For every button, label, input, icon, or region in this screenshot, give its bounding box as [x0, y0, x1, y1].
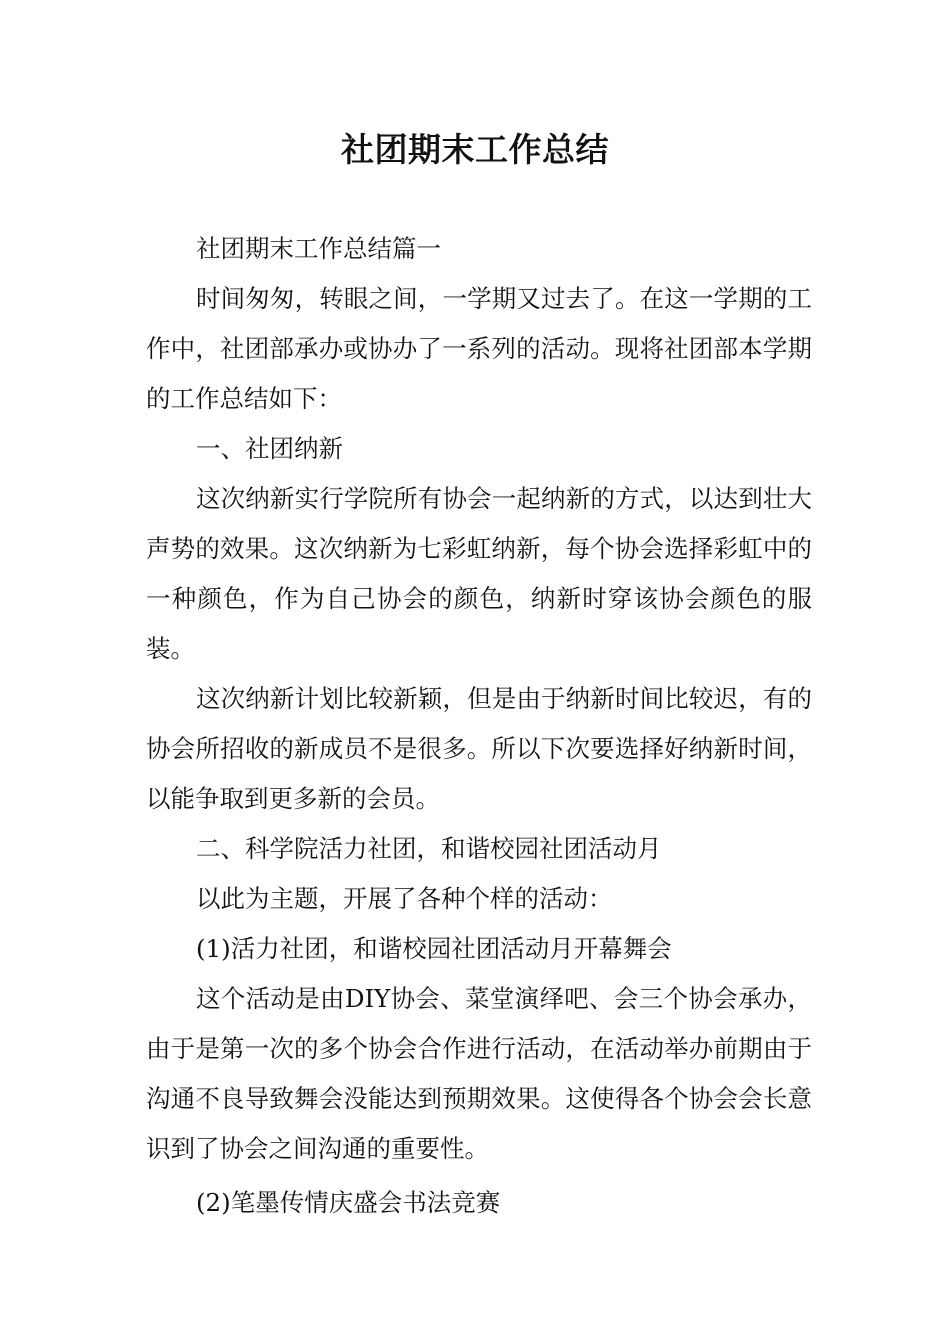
paragraph: 这个活动是由DIY协会、菜堂演绎吧、会三个协会承办，由于是第一次的多个协会合作进行活动，在活动举办前期由于沟通不良导致舞会没能达到预期效果。这使得各个协会会长意识到了协会之间沟通的重要性。 — [146, 984, 812, 1163]
paragraph: 这次纳新计划比较新颖，但是由于纳新时间比较迟，有的协会所招收的新成员不是很多。所以下次要选择好纳新时间，以能争取到更多新的会员。 — [146, 684, 812, 813]
list-item-heading: (2)笔墨传情庆盛会书法竞赛 — [196, 1188, 501, 1217]
list-item-heading: (1)活力社团，和谐校园社团活动月开幕舞会 — [196, 934, 672, 963]
section-heading: 一、社团纳新 — [196, 434, 343, 463]
section-heading: 社团期末工作总结篇一 — [196, 234, 441, 263]
document-body — [146, 224, 812, 1228]
paragraph: 时间匆匆，转眼之间，一学期又过去了。在这一学期的工作中，社团部承办或协办了一系列的活动。现将社团部本学期的工作总结如下： — [146, 284, 812, 413]
paragraph: 这次纳新实行学院所有协会一起纳新的方式，以达到壮大声势的效果。这次纳新为七彩虹纳新，每个协会选择彩虹中的一种颜色，作为自己协会的颜色，纳新时穿该协会颜色的服装。 — [146, 484, 812, 663]
section-heading: 二、科学院活力社团，和谐校园社团活动月 — [196, 834, 662, 863]
document-title: 社团期末工作总结 — [341, 130, 609, 169]
paragraph: 以此为主题，开展了各种个样的活动： — [196, 884, 613, 913]
